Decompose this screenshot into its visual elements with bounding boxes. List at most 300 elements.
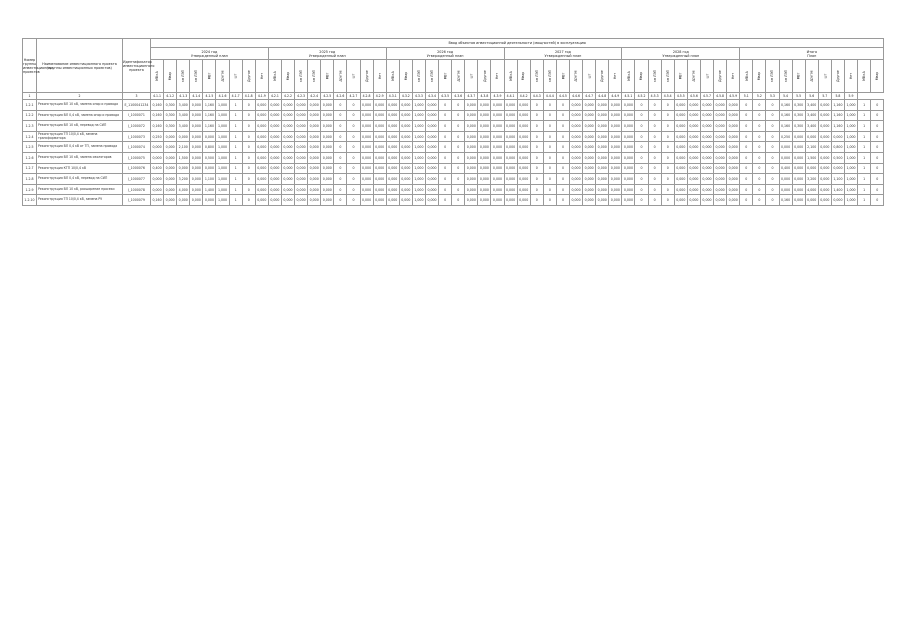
cell-value: 0: [740, 142, 753, 153]
cell-value: 0: [648, 152, 661, 163]
cell-value: 0,000: [609, 110, 622, 121]
cell-value: 0,000: [818, 195, 831, 206]
unit-header: [321, 60, 334, 93]
cell-value: 0: [543, 195, 556, 206]
cell-value: 1,000: [412, 195, 425, 206]
project-name: Реконструкция КТП 10/0,4 кВ: [37, 163, 123, 174]
cell-value: 1: [858, 142, 871, 153]
project-id: J_1000079: [123, 195, 151, 206]
unit-header: [779, 60, 792, 93]
cell-value: 0,000: [255, 152, 268, 163]
cell-value: 0,000: [373, 195, 386, 206]
cell-value: 0,000: [190, 100, 203, 111]
cell-value: 1: [229, 131, 242, 142]
cell-value: 0,000: [321, 142, 334, 153]
cell-value: 1,100: [203, 174, 216, 185]
cell-value: 1: [858, 163, 871, 174]
column-number: 4.1.4: [190, 93, 203, 100]
cell-value: 0,000: [517, 100, 530, 111]
cell-value: 0,000: [308, 142, 321, 153]
column-number: 4.2.3: [295, 93, 308, 100]
unit-label: Мвар: [521, 71, 526, 81]
cell-value: 0: [661, 110, 674, 121]
unit-header: [543, 60, 556, 93]
cell-value: 0,000: [727, 184, 740, 195]
cell-value: 0,000: [583, 100, 596, 111]
cell-value: 0,000: [478, 152, 491, 163]
cell-value: 0,000: [321, 100, 334, 111]
cell-value: 0,000: [622, 174, 635, 185]
year-label: 2028 год: [672, 49, 689, 54]
cell-value: 0: [347, 195, 360, 206]
table-row: [23, 142, 884, 153]
column-number: 4.4.2: [517, 93, 530, 100]
cell-value: 0: [530, 195, 543, 206]
column-number: 4.5.2: [635, 93, 648, 100]
cell-value: 0,000: [687, 195, 700, 206]
cell-value: 1: [858, 184, 871, 195]
unit-header: [871, 60, 884, 93]
cell-value: 0: [439, 142, 452, 153]
cell-value: 1,500: [805, 152, 818, 163]
cell-value: 1,000: [844, 152, 857, 163]
cell-value: 3,400: [177, 110, 190, 121]
cell-value: 0: [740, 184, 753, 195]
year-label: Итого: [806, 49, 818, 54]
cell-value: 1,160: [203, 100, 216, 111]
cell-value: 0,000: [295, 142, 308, 153]
cell-value: 0,160: [779, 100, 792, 111]
column-number: 4.3.1: [386, 93, 399, 100]
unit-label: Нет: [613, 72, 618, 80]
project-id: J_1000076: [123, 163, 151, 174]
unit-label: МВт: [796, 72, 801, 80]
project-id: E_1100041234: [123, 100, 151, 111]
unit-label: МВ×А: [626, 71, 631, 81]
cell-value: 0,000: [308, 152, 321, 163]
cell-value: 0,000: [491, 110, 504, 121]
unit-label: Мвар: [168, 71, 173, 81]
cell-value: 0,160: [151, 121, 164, 132]
cell-value: 1,000: [216, 195, 229, 206]
cell-value: 0,000: [268, 163, 281, 174]
cell-value: 0,000: [570, 110, 583, 121]
cell-value: 0,000: [295, 174, 308, 185]
cell-value: 0,000: [425, 142, 438, 153]
unit-label: Другое: [364, 70, 369, 82]
cell-value: 0,000: [504, 142, 517, 153]
cell-value: 0,000: [818, 184, 831, 195]
cell-value: 0,000: [478, 110, 491, 121]
cell-value: 0,000: [674, 121, 687, 132]
cell-value: 0,000: [700, 131, 713, 142]
cell-value: 0,000: [504, 131, 517, 142]
cell-value: 0: [347, 174, 360, 185]
cell-value: 0,000: [321, 110, 334, 121]
cell-value: 0,000: [596, 195, 609, 206]
cell-value: 0: [753, 152, 766, 163]
cell-value: 1,000: [412, 131, 425, 142]
cell-value: 1,000: [844, 131, 857, 142]
cell-value: 0: [334, 195, 347, 206]
cell-value: 0: [766, 152, 779, 163]
cell-value: 0,000: [792, 152, 805, 163]
cell-value: 1,000: [844, 110, 857, 121]
cell-value: 0,000: [491, 121, 504, 132]
unit-label: км ЛЭП: [783, 70, 788, 82]
table-row: [23, 152, 884, 163]
cell-value: 0,000: [190, 195, 203, 206]
cell-value: 0: [347, 163, 360, 174]
cell-value: 1,100: [831, 174, 844, 185]
cell-value: 0,000: [491, 184, 504, 195]
cell-value: 0: [543, 100, 556, 111]
cell-value: 0,800: [831, 142, 844, 153]
cell-value: 1,000: [216, 131, 229, 142]
cell-value: 0,000: [425, 174, 438, 185]
row-number: 1.2.1: [23, 100, 37, 111]
cell-value: 0,500: [831, 152, 844, 163]
cell-value: 3,400: [177, 100, 190, 111]
unit-header: [831, 60, 844, 93]
cell-value: 0: [543, 121, 556, 132]
cell-value: 0: [334, 131, 347, 142]
cell-value: 0,000: [360, 121, 373, 132]
column-number: 4.1.6: [216, 93, 229, 100]
cell-value: 0: [439, 100, 452, 111]
cell-value: 0,000: [818, 131, 831, 142]
cell-value: 0,000: [583, 195, 596, 206]
cell-value: 0: [635, 121, 648, 132]
unit-label: МВт: [678, 72, 683, 80]
cell-value: 0: [648, 100, 661, 111]
cell-value: 0,000: [373, 121, 386, 132]
cell-value: 0,000: [792, 174, 805, 185]
unit-label: Другое: [835, 70, 840, 82]
cell-value: 0: [530, 121, 543, 132]
cell-value: 0: [740, 100, 753, 111]
cell-value: 0: [871, 152, 884, 163]
project-name: Реконструкция ВЛ 0,4 кВ, перевод на СИП: [37, 174, 123, 185]
cell-value: 0: [334, 174, 347, 185]
plan-label: Утвержденный план: [544, 53, 582, 58]
cell-value: 0,000: [674, 174, 687, 185]
cell-value: 0,000: [674, 142, 687, 153]
cell-value: 1: [229, 142, 242, 153]
column-number: 4.3.7: [465, 93, 478, 100]
cell-value: 0: [347, 184, 360, 195]
cell-value: 0,000: [583, 174, 596, 185]
cell-value: 0,000: [818, 100, 831, 111]
cell-value: 0,000: [308, 121, 321, 132]
cell-value: 1: [229, 195, 242, 206]
cell-value: 0: [753, 184, 766, 195]
project-id: J_1000077: [123, 174, 151, 185]
cell-value: 0: [530, 174, 543, 185]
cell-value: 0,000: [465, 100, 478, 111]
cell-value: 0,000: [727, 131, 740, 142]
cell-value: 0: [543, 184, 556, 195]
row-number: 1.2.9: [23, 184, 37, 195]
cell-value: 0,000: [596, 174, 609, 185]
table-row: [23, 121, 884, 132]
cell-value: 0: [242, 110, 255, 121]
cell-value: 0,000: [570, 100, 583, 111]
unit-header: [164, 60, 177, 93]
table-row: [23, 184, 884, 195]
cell-value: 0: [530, 110, 543, 121]
cell-value: 0,000: [792, 131, 805, 142]
unit-header: [648, 60, 661, 93]
unit-header: [700, 60, 713, 93]
unit-header: [583, 60, 596, 93]
cell-value: 0,250: [151, 131, 164, 142]
cell-value: 0,250: [779, 131, 792, 142]
column-number: 4.4.8: [596, 93, 609, 100]
cell-value: 0,000: [255, 121, 268, 132]
column-number: 4.2.2: [281, 93, 294, 100]
cell-value: 0,000: [373, 142, 386, 153]
cell-value: 0,000: [190, 174, 203, 185]
table-row: [23, 163, 884, 174]
column-number: 4.5.1: [622, 93, 635, 100]
unit-header: [347, 60, 360, 93]
cell-value: 0: [556, 142, 569, 153]
cell-value: 0: [452, 184, 465, 195]
unit-label: МВт: [443, 72, 448, 80]
cell-value: 0: [635, 195, 648, 206]
cell-value: 0: [661, 163, 674, 174]
table-row: [23, 110, 884, 121]
cell-value: 0,000: [491, 131, 504, 142]
cell-value: 1,000: [844, 100, 857, 111]
column-number: 4.5.5: [674, 93, 687, 100]
cell-value: 0,000: [465, 121, 478, 132]
cell-value: 0,000: [465, 142, 478, 153]
cell-value: 1,000: [216, 163, 229, 174]
cell-value: 0: [740, 195, 753, 206]
cell-value: 0,000: [674, 184, 687, 195]
cell-value: 0,000: [622, 121, 635, 132]
cell-value: 0: [334, 142, 347, 153]
cell-value: 0,000: [517, 174, 530, 185]
cell-value: 0,000: [727, 100, 740, 111]
cell-value: 0: [347, 100, 360, 111]
cell-value: 0,000: [687, 131, 700, 142]
cell-value: 0: [648, 121, 661, 132]
cell-value: 0,000: [425, 184, 438, 195]
cell-value: 0: [635, 163, 648, 174]
cell-value: 0,000: [399, 110, 412, 121]
cell-value: 0,000: [818, 110, 831, 121]
cell-value: 0,000: [727, 142, 740, 153]
cell-value: 0,000: [504, 100, 517, 111]
cell-value: 0,000: [700, 152, 713, 163]
cell-value: 0,000: [281, 121, 294, 132]
cell-value: 0: [347, 121, 360, 132]
cell-value: 0,000: [308, 174, 321, 185]
investment-table-sheet: [22, 38, 884, 206]
row-number: 1.2.8: [23, 174, 37, 185]
cell-value: 1,000: [844, 121, 857, 132]
cell-value: 0: [530, 142, 543, 153]
cell-value: 0,000: [609, 152, 622, 163]
cell-value: 0,000: [281, 174, 294, 185]
unit-label: Мвар: [403, 71, 408, 81]
cell-value: 0,000: [478, 100, 491, 111]
cell-value: 0,000: [570, 184, 583, 195]
column-number: 4.3.5: [439, 93, 452, 100]
column-number: 5.5: [792, 93, 805, 100]
cell-value: 0,000: [386, 152, 399, 163]
cell-value: 0: [556, 174, 569, 185]
cell-value: 0,000: [255, 195, 268, 206]
cell-value: 0,000: [373, 131, 386, 142]
unit-header: [399, 60, 412, 93]
cell-value: 0,000: [255, 163, 268, 174]
cell-value: 0,000: [386, 184, 399, 195]
project-name: Реконструкция ВЛ 10 кВ, замена изоляторов: [37, 152, 123, 163]
cell-value: 0: [543, 174, 556, 185]
column-number: 4.2.6: [334, 93, 347, 100]
cell-value: 0,000: [255, 174, 268, 185]
cell-value: 0,000: [203, 163, 216, 174]
cell-value: 0,000: [360, 100, 373, 111]
column-number: 4.3.9: [491, 93, 504, 100]
cell-value: 0,000: [714, 163, 727, 174]
cell-value: 0,000: [164, 174, 177, 185]
plan-label: Утвержденный план: [426, 53, 464, 58]
column-number: 4.5.8: [714, 93, 727, 100]
cell-value: 0: [648, 131, 661, 142]
cell-value: 0,000: [321, 131, 334, 142]
unit-header: [727, 60, 740, 93]
cell-value: 0,000: [622, 184, 635, 195]
cell-value: 0,000: [425, 110, 438, 121]
cell-value: 0: [661, 174, 674, 185]
project-name: Реконструкция ВЛ 10 кВ, расширение просеки: [37, 184, 123, 195]
cell-value: 0: [661, 142, 674, 153]
cell-value: 0: [740, 110, 753, 121]
cell-value: 0,000: [517, 152, 530, 163]
cell-value: 0: [766, 163, 779, 174]
cell-value: 0: [334, 100, 347, 111]
unit-label: км ЛЭП: [416, 70, 421, 82]
cell-value: 0,000: [177, 163, 190, 174]
cell-value: 0,000: [308, 163, 321, 174]
cell-value: 0,000: [596, 142, 609, 153]
cell-value: 0,000: [360, 142, 373, 153]
unit-label: км ЛЭП: [547, 70, 552, 82]
cell-value: 0: [334, 121, 347, 132]
column-number: 4.5.7: [700, 93, 713, 100]
cell-value: 0: [648, 142, 661, 153]
column-number: 2: [37, 93, 123, 100]
investment-table: [22, 38, 884, 206]
cell-value: 0,000: [714, 142, 727, 153]
cell-value: 0: [347, 131, 360, 142]
cell-value: 1,000: [412, 121, 425, 132]
cell-value: 0,000: [504, 152, 517, 163]
cell-value: 0: [543, 152, 556, 163]
cell-value: 0,000: [570, 174, 583, 185]
cell-value: 0,000: [478, 163, 491, 174]
cell-value: 0,000: [190, 184, 203, 195]
cell-value: 0,000: [517, 121, 530, 132]
cell-value: 0,000: [831, 131, 844, 142]
cell-value: 0,000: [399, 142, 412, 153]
cell-value: 0,000: [373, 152, 386, 163]
cell-value: 0,000: [373, 184, 386, 195]
cell-value: 0,000: [609, 121, 622, 132]
cell-value: 0,000: [714, 174, 727, 185]
cell-value: 0,000: [386, 163, 399, 174]
cell-value: 0,000: [700, 142, 713, 153]
cell-value: 0: [661, 131, 674, 142]
cell-value: 0: [439, 121, 452, 132]
cell-value: 0,160: [151, 100, 164, 111]
column-number: 4.1.7: [229, 93, 242, 100]
cell-value: 0,000: [360, 110, 373, 121]
cell-value: 0,160: [779, 121, 792, 132]
cell-value: 0,000: [321, 184, 334, 195]
cell-value: 0,000: [268, 121, 281, 132]
project-name: Реконструкция ТП 10/0,4 кВ, замена РУ: [37, 195, 123, 206]
cell-value: 0,400: [151, 163, 164, 174]
cell-value: 0: [452, 163, 465, 174]
cell-value: 1,000: [216, 100, 229, 111]
cell-value: 0,000: [491, 152, 504, 163]
cell-value: 0,000: [517, 184, 530, 195]
cell-value: 0: [452, 131, 465, 142]
year-group-2: [268, 48, 386, 60]
project-id: J_1000078: [123, 184, 151, 195]
cell-value: 0,000: [308, 110, 321, 121]
cell-value: 0: [661, 152, 674, 163]
unit-label: другое: [809, 70, 814, 82]
cell-value: 0,000: [465, 174, 478, 185]
unit-header: [858, 60, 871, 93]
unit-header: [530, 60, 543, 93]
cell-value: 0,000: [321, 152, 334, 163]
cell-value: 0,000: [674, 195, 687, 206]
cell-value: 0,000: [360, 131, 373, 142]
column-number: 4.1.3: [177, 93, 190, 100]
cell-value: 0: [452, 121, 465, 132]
cell-value: 0,000: [281, 195, 294, 206]
unit-label: МВ×А: [744, 71, 749, 81]
unit-header: [439, 60, 452, 93]
unit-label: км ЛЭП: [181, 70, 186, 82]
top-header: Ввод объектов инвестиционной деятельности (мощностей) в эксплуатацию: [151, 39, 884, 48]
unit-label: Другое: [600, 70, 605, 82]
cell-value: 0,000: [399, 100, 412, 111]
cell-value: 0,000: [687, 110, 700, 121]
unit-label: Другое: [246, 70, 251, 82]
unit-label: км ЛЭП: [299, 70, 304, 82]
cell-value: 1,000: [412, 142, 425, 153]
cell-value: 0,000: [491, 142, 504, 153]
cell-value: 0,000: [164, 184, 177, 195]
unit-label: Мвар: [757, 71, 762, 81]
cell-value: 1: [229, 163, 242, 174]
cell-value: 1: [858, 131, 871, 142]
cell-value: 1,000: [844, 163, 857, 174]
cell-value: 3,400: [805, 121, 818, 132]
unit-header: [570, 60, 583, 93]
unit-header: [714, 60, 727, 93]
cell-value: 1: [229, 184, 242, 195]
